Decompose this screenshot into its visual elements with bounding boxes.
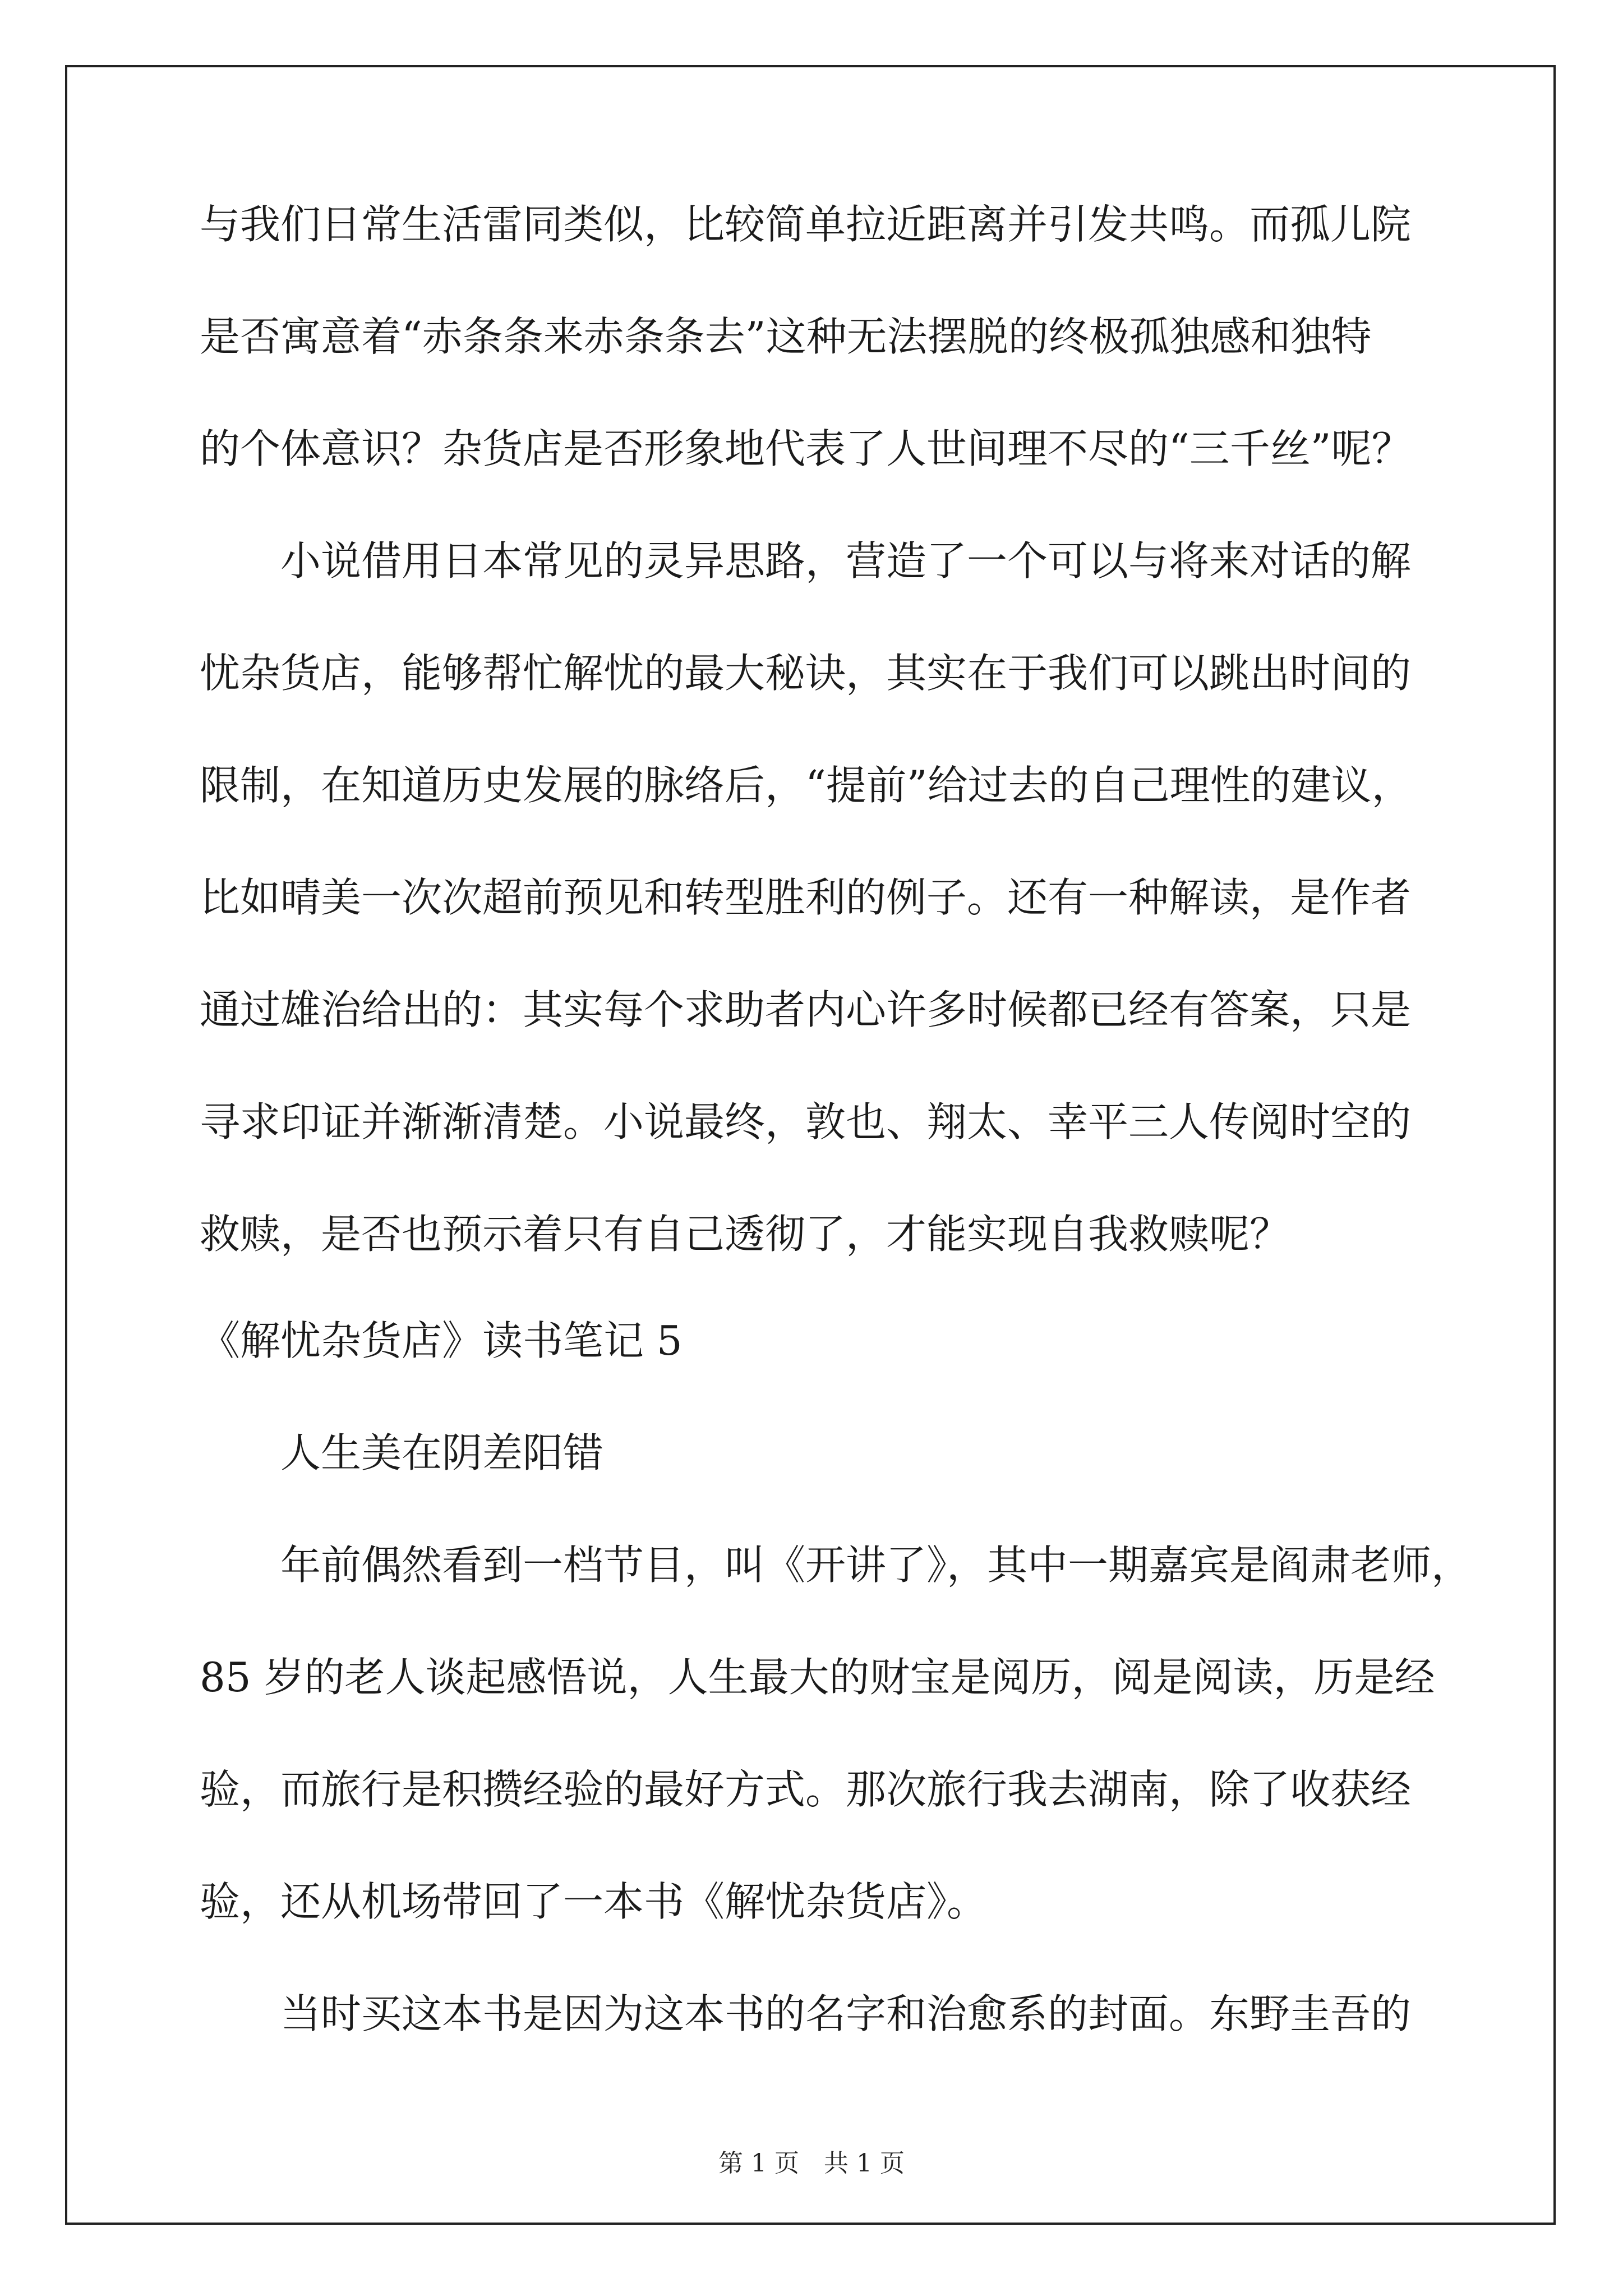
paragraph-line: 小说借用日本常见的灵异思路，营造了一个可以与将来对话的解 (280, 537, 1412, 585)
paragraph-line: 限制，在知道历史发展的脉络后，“提前”给过去的自己理性的建议， (200, 762, 1412, 809)
paragraph-line: 的个体意识？杂货店是否形象地代表了人世间理不尽的“三千丝”呢？ (200, 425, 1412, 472)
paragraph-line: 寻求印证并渐渐清楚。小说最终，敦也、翔太、幸平三人传阅时空的 (200, 1098, 1412, 1145)
paragraph-line: 救赎，是否也预示着只有自己透彻了，才能实现自我救赎呢？ (200, 1211, 1290, 1258)
paragraph-line: 年前偶然看到一档节目，叫《开讲了》，其中一期嘉宾是阎肃老师， (280, 1542, 1472, 1589)
paragraph-line: 比如晴美一次次超前预见和转型胜利的例子。还有一种解读，是作者 (200, 874, 1412, 921)
paragraph-line: 85 岁的老人谈起感悟说，人生最大的财宝是阅历，阅是阅读，历是经 (200, 1654, 1435, 1701)
section-heading: 《解忧杂货店》读书笔记 5 (200, 1317, 683, 1364)
paragraph-line: 与我们日常生活雷同类似，比较简单拉近距离并引发共鸣。而孤儿院 (200, 201, 1412, 248)
paragraph-line: 忧杂货店，能够帮忙解忧的最大秘诀，其实在于我们可以跳出时间的 (200, 650, 1412, 697)
paragraph-line: 是否寓意着“赤条条来赤条条去”这种无法摆脱的终极孤独感和独特 (200, 313, 1372, 360)
paragraph-line: 当时买这本书是因为这本书的名字和治愈系的封面。东野圭吾的 (280, 1990, 1412, 2037)
paragraph-line: 验，而旅行是积攒经验的最好方式。那次旅行我去湖南，除了收获经 (200, 1766, 1412, 1813)
paragraph-line: 通过雄治给出的：其实每个求助者内心许多时候都已经有答案，只是 (200, 986, 1412, 1033)
subtitle: 人生美在阴差阳错 (280, 1429, 604, 1476)
page-number-footer: 第 1 页 共 1 页 (718, 2149, 905, 2178)
paragraph-line: 验，还从机场带回了一本书《解忧杂货店》。 (200, 1878, 988, 1925)
